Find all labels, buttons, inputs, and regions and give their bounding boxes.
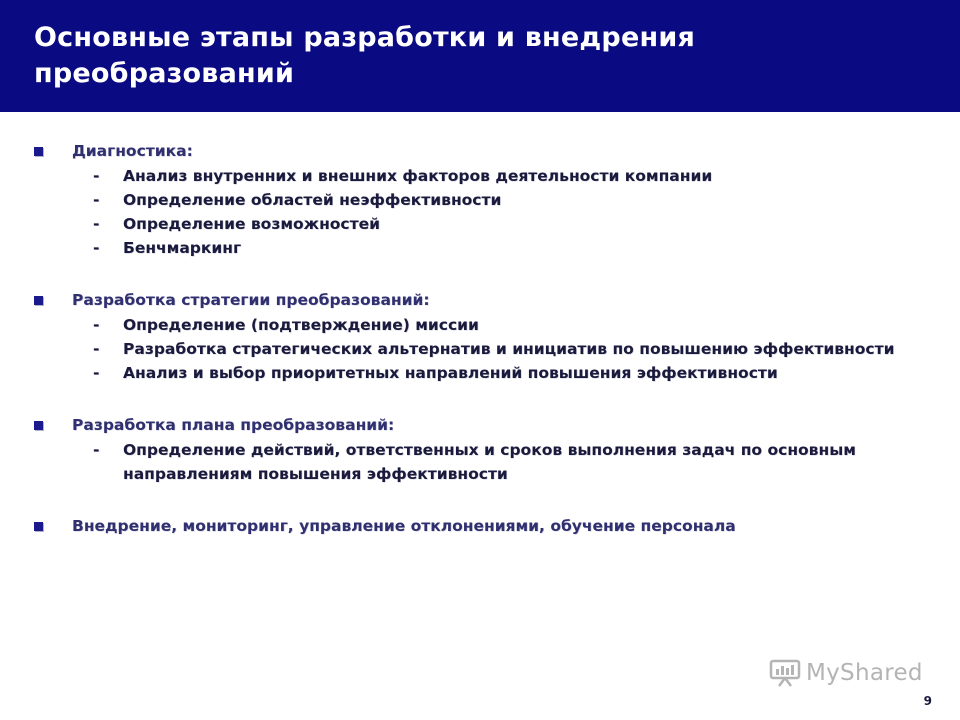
list-item-text: Определение областей неэффективности xyxy=(123,191,502,209)
section-heading-text: Разработка плана преобразований: xyxy=(72,416,395,434)
list-item-text: Определение действий, ответственных и сроков выполнения задач по основным направлениям повышения эффективности xyxy=(123,441,856,483)
section-implementation xyxy=(0,513,960,539)
dash-bullet-icon: - xyxy=(93,167,100,185)
list-item xyxy=(0,164,960,188)
square-bullet-icon xyxy=(34,296,43,305)
watermark-logo xyxy=(768,658,923,688)
section-heading xyxy=(0,287,960,313)
section-strategy xyxy=(0,287,960,385)
dash-bullet-icon: - xyxy=(93,215,100,233)
dash-bullet-icon: - xyxy=(93,340,100,358)
square-bullet-icon xyxy=(34,147,43,156)
square-bullet-icon xyxy=(34,421,43,430)
list-item-text: Разработка стратегических альтернатив и инициатив по повышению эффективности xyxy=(123,340,895,358)
list-item-text: Определение возможностей xyxy=(123,215,380,233)
dash-bullet-icon: - xyxy=(93,441,100,459)
list-item-text: Определение (подтверждение) миссии xyxy=(123,316,479,334)
slide-title: Основные этапы разработки и внедрения преобразований xyxy=(34,22,695,89)
list-item xyxy=(0,337,960,361)
section-diagnostics xyxy=(0,138,960,260)
list-item xyxy=(0,313,960,337)
list-item xyxy=(0,212,960,236)
sub-list xyxy=(0,164,960,260)
square-bullet-icon xyxy=(34,522,43,531)
slide-content xyxy=(0,138,960,566)
list-item xyxy=(0,438,960,486)
section-heading-text: Внедрение, мониторинг, управление отклонениями, обучение персонала xyxy=(72,517,736,535)
sub-list xyxy=(0,438,960,486)
list-item xyxy=(0,188,960,212)
presentation-board-icon xyxy=(768,658,802,688)
sub-list xyxy=(0,313,960,385)
section-plan xyxy=(0,412,960,486)
page-number: 9 xyxy=(923,694,932,708)
dash-bullet-icon: - xyxy=(93,239,100,257)
list-item xyxy=(0,361,960,385)
section-heading xyxy=(0,513,960,539)
title-bar xyxy=(0,0,960,112)
dash-bullet-icon: - xyxy=(93,316,100,334)
dash-bullet-icon: - xyxy=(93,191,100,209)
section-heading xyxy=(0,412,960,438)
list-item xyxy=(0,236,960,260)
section-heading xyxy=(0,138,960,164)
section-heading-text: Диагностика: xyxy=(72,142,193,160)
list-item-text: Анализ и выбор приоритетных направлений повышения эффективности xyxy=(123,364,778,382)
list-item-text: Анализ внутренних и внешних факторов деятельности компании xyxy=(123,167,713,185)
dash-bullet-icon: - xyxy=(93,364,100,382)
section-heading-text: Разработка стратегии преобразований: xyxy=(72,291,430,309)
watermark-text: MyShared xyxy=(806,660,923,686)
list-item-text: Бенчмаркинг xyxy=(123,239,242,257)
